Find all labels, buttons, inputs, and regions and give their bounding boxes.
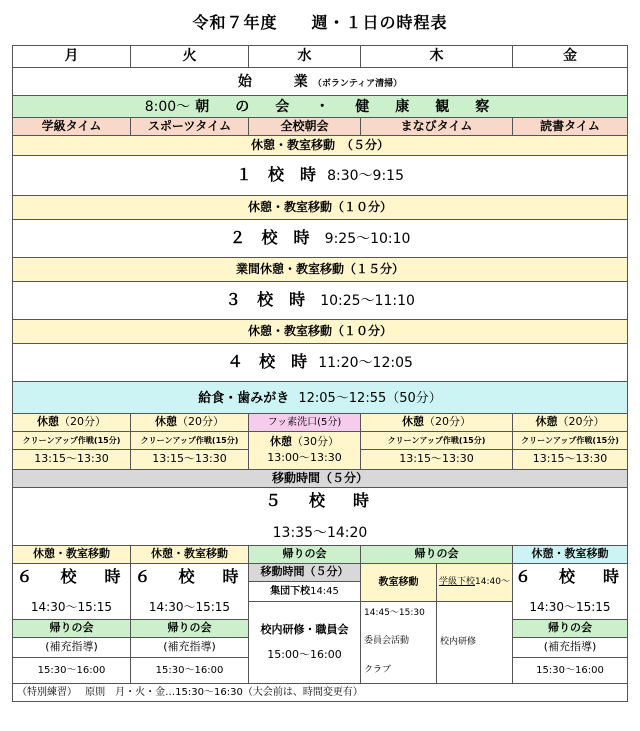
p6-row-a (13, 564, 628, 582)
break-fri: 休憩・教室移動 (513, 546, 628, 564)
cleanup-tue-label: クリーンアップ作戦 (140, 435, 212, 445)
morning-row (13, 96, 628, 118)
cleanup-mon-label: クリーンアップ作戦 (22, 435, 94, 445)
rest-fri-label: 休憩 (535, 415, 558, 429)
break15-cell: 業間休憩・教室移動（１５分） (13, 258, 628, 282)
thu-dismiss-time: 14:40〜 (475, 577, 510, 588)
period4-time: 11:20〜12:05 (318, 355, 413, 372)
morning-cell (13, 96, 628, 118)
start-row (13, 68, 628, 96)
slot-row (13, 118, 628, 136)
cleanup-tue (131, 432, 249, 450)
period6-mon-label: ６ 校 時 (16, 567, 127, 587)
lunch-row (13, 382, 628, 414)
rest-mon (13, 414, 131, 432)
rest-thu-label: 休憩 (402, 415, 424, 429)
period6-tue-label: ６ 校 時 (134, 567, 245, 587)
morning-time: 8:00〜 (144, 99, 191, 116)
note-cell: （特別練習） 原則 月・火・金…15:30〜16:30（大会前は、時間変更有） (13, 684, 628, 702)
period6-mon-time: 14:30〜15:15 (30, 599, 113, 614)
rest-tue-label: 休憩 (155, 415, 177, 429)
day-thu: 木 (361, 46, 513, 68)
supplement-time-fri: 15:30〜16:00 (513, 658, 628, 684)
thu-committee: 委員会活動 (364, 636, 410, 647)
day-wed: 水 (249, 46, 361, 68)
lunch-cell (13, 382, 628, 414)
cleanup-time-mon: 13:15〜13:30 (13, 450, 131, 470)
cleanup-time-fri: 13:15〜13:30 (513, 450, 628, 470)
move5-row (13, 470, 628, 488)
wed-move: 移動時間（５分） (249, 564, 361, 582)
break5-cell: 休憩・教室移動 （５分） (13, 136, 628, 156)
lunch-label: 給食・歯みがき (198, 391, 290, 407)
rest-fri-dur: （20分） (557, 415, 605, 429)
wed-training (249, 602, 361, 684)
period4-cell (13, 344, 628, 382)
homeroom-thu: 帰りの会 (361, 546, 513, 564)
day-mon: 月 (13, 46, 131, 68)
fluoride-wed: フッ素洗口(5分) (249, 414, 361, 432)
break5-row (13, 136, 628, 156)
period2-label: ２ 校 時 (229, 228, 310, 248)
cleanup-thu-label: クリーンアップ作戦 (387, 435, 459, 445)
note-row (13, 684, 628, 702)
period2-cell (13, 220, 628, 258)
slot-thu: まなびタイム (361, 118, 513, 136)
morning-label: 朝 の 会 ・ 健 康 観 察 (195, 99, 496, 116)
rest30-label: 休憩 (270, 435, 292, 449)
period3-cell (13, 282, 628, 320)
slot-tue: スポーツタイム (131, 118, 249, 136)
cleanup-mon (13, 432, 131, 450)
slot-fri: 読書タイム (513, 118, 628, 136)
thu-block-time: 14:45〜15:30 (364, 608, 425, 618)
period6-tue (131, 564, 249, 620)
header-row (13, 46, 628, 68)
cleanup-thu (361, 432, 513, 450)
move5-cell: 移動時間（５分） (13, 470, 628, 488)
period1-cell (13, 156, 628, 196)
wed-training-time: 15:00〜16:00 (267, 647, 342, 661)
supplement-tue: (補充指導) (131, 638, 249, 658)
after5-row (13, 546, 628, 564)
break-mon: 休憩・教室移動 (13, 546, 131, 564)
period6-fri-label: ６ 校 時 (514, 567, 625, 587)
cleanup-mon-dur: (15分) (93, 435, 121, 445)
timetable (12, 45, 628, 702)
period5-label: ５ 校 時 (264, 491, 375, 511)
slot-wed: 全校朝会 (249, 118, 361, 136)
period2-time: 9:25〜10:10 (324, 231, 411, 248)
break10b-row (13, 320, 628, 344)
slot-mon: 学級タイム (13, 118, 131, 136)
rest-mon-label: 休憩 (37, 415, 59, 429)
break10b-cell: 休憩・教室移動（１０分） (13, 320, 628, 344)
cleanup-fri-label: クリーンアップ作戦 (521, 435, 593, 445)
period6-tue-time: 14:30〜15:15 (148, 599, 231, 614)
period1-row (13, 156, 628, 196)
wed-group-label: 集団下校 (270, 585, 311, 597)
thu-club: クラブ (364, 664, 392, 675)
rest-tue-dur: （20分） (177, 415, 224, 429)
period3-label: ３ 校 時 (225, 290, 306, 310)
break10a-row (13, 196, 628, 220)
supplement-mon: (補充指導) (13, 638, 131, 658)
period6-fri-time: 14:30〜15:15 (529, 599, 611, 614)
cleanup-tue-dur: (15分) (211, 435, 239, 445)
period6-mon (13, 564, 131, 620)
break10a-cell: 休憩・教室移動（１０分） (13, 196, 628, 220)
homeroom-wed: 帰りの会 (249, 546, 361, 564)
period5-time: 13:35〜14:20 (272, 524, 368, 541)
start-cell (13, 68, 628, 96)
rest-thu (361, 414, 513, 432)
cleanup-time-thu: 13:15〜13:30 (361, 450, 513, 470)
period2-row (13, 220, 628, 258)
break15-row (13, 258, 628, 282)
period4-label: ４ 校 時 (227, 352, 308, 372)
supplement-time-mon: 15:30〜16:00 (13, 658, 131, 684)
homeroom2-mon: 帰りの会 (13, 620, 131, 638)
lunch-time: 12:05〜12:55（50分） (298, 391, 442, 407)
period5-row (13, 488, 628, 546)
rest30-wed (249, 432, 361, 470)
rest-tue (131, 414, 249, 432)
day-fri: 金 (513, 46, 628, 68)
homeroom2-tue: 帰りの会 (131, 620, 249, 638)
rest30-time: 13:00〜13:30 (267, 451, 342, 464)
page-title: 令和７年度 週・１日の時程表 (192, 13, 448, 32)
homeroom2-fri: 帰りの会 (513, 620, 628, 638)
thu-move: 教室移動 (361, 564, 437, 602)
period3-row (13, 282, 628, 320)
cleanup-row (13, 432, 628, 450)
thu-dismiss-label: 学級下校 (439, 577, 476, 588)
supplement-time-tue: 15:30〜16:00 (131, 658, 249, 684)
period6-fri (513, 564, 628, 620)
rest-row (13, 414, 628, 432)
supplement-fri: (補充指導) (513, 638, 628, 658)
period1-label: １ 校 時 (236, 165, 317, 185)
cleanup-fri-dur: (15分) (592, 435, 619, 445)
cleanup-fri (513, 432, 628, 450)
wed-training-label: 校内研修・職員会 (260, 622, 349, 636)
thu-training: 校内研修 (437, 602, 513, 684)
rest-mon-dur: （20分） (59, 415, 106, 429)
day-tue: 火 (131, 46, 249, 68)
wed-group (249, 582, 361, 602)
wed-group-time: 14:45 (310, 585, 339, 597)
rest-thu-dur: （20分） (424, 415, 471, 429)
rest-fri (513, 414, 628, 432)
period1-time: 8:30〜9:15 (327, 168, 404, 185)
break-tue: 休憩・教室移動 (131, 546, 249, 564)
thu-block (361, 602, 437, 684)
rest30-dur: （30分） (292, 435, 339, 449)
thu-dismiss (437, 564, 513, 602)
start-label: 始 業 (237, 74, 308, 91)
period5-cell (13, 488, 628, 546)
period4-row (13, 344, 628, 382)
period3-time: 10:25〜11:10 (320, 293, 415, 310)
cleanup-thu-dur: (15分) (458, 435, 486, 445)
start-note: （ボランティア清掃） (312, 79, 403, 90)
cleanup-time-tue: 13:15〜13:30 (131, 450, 249, 470)
